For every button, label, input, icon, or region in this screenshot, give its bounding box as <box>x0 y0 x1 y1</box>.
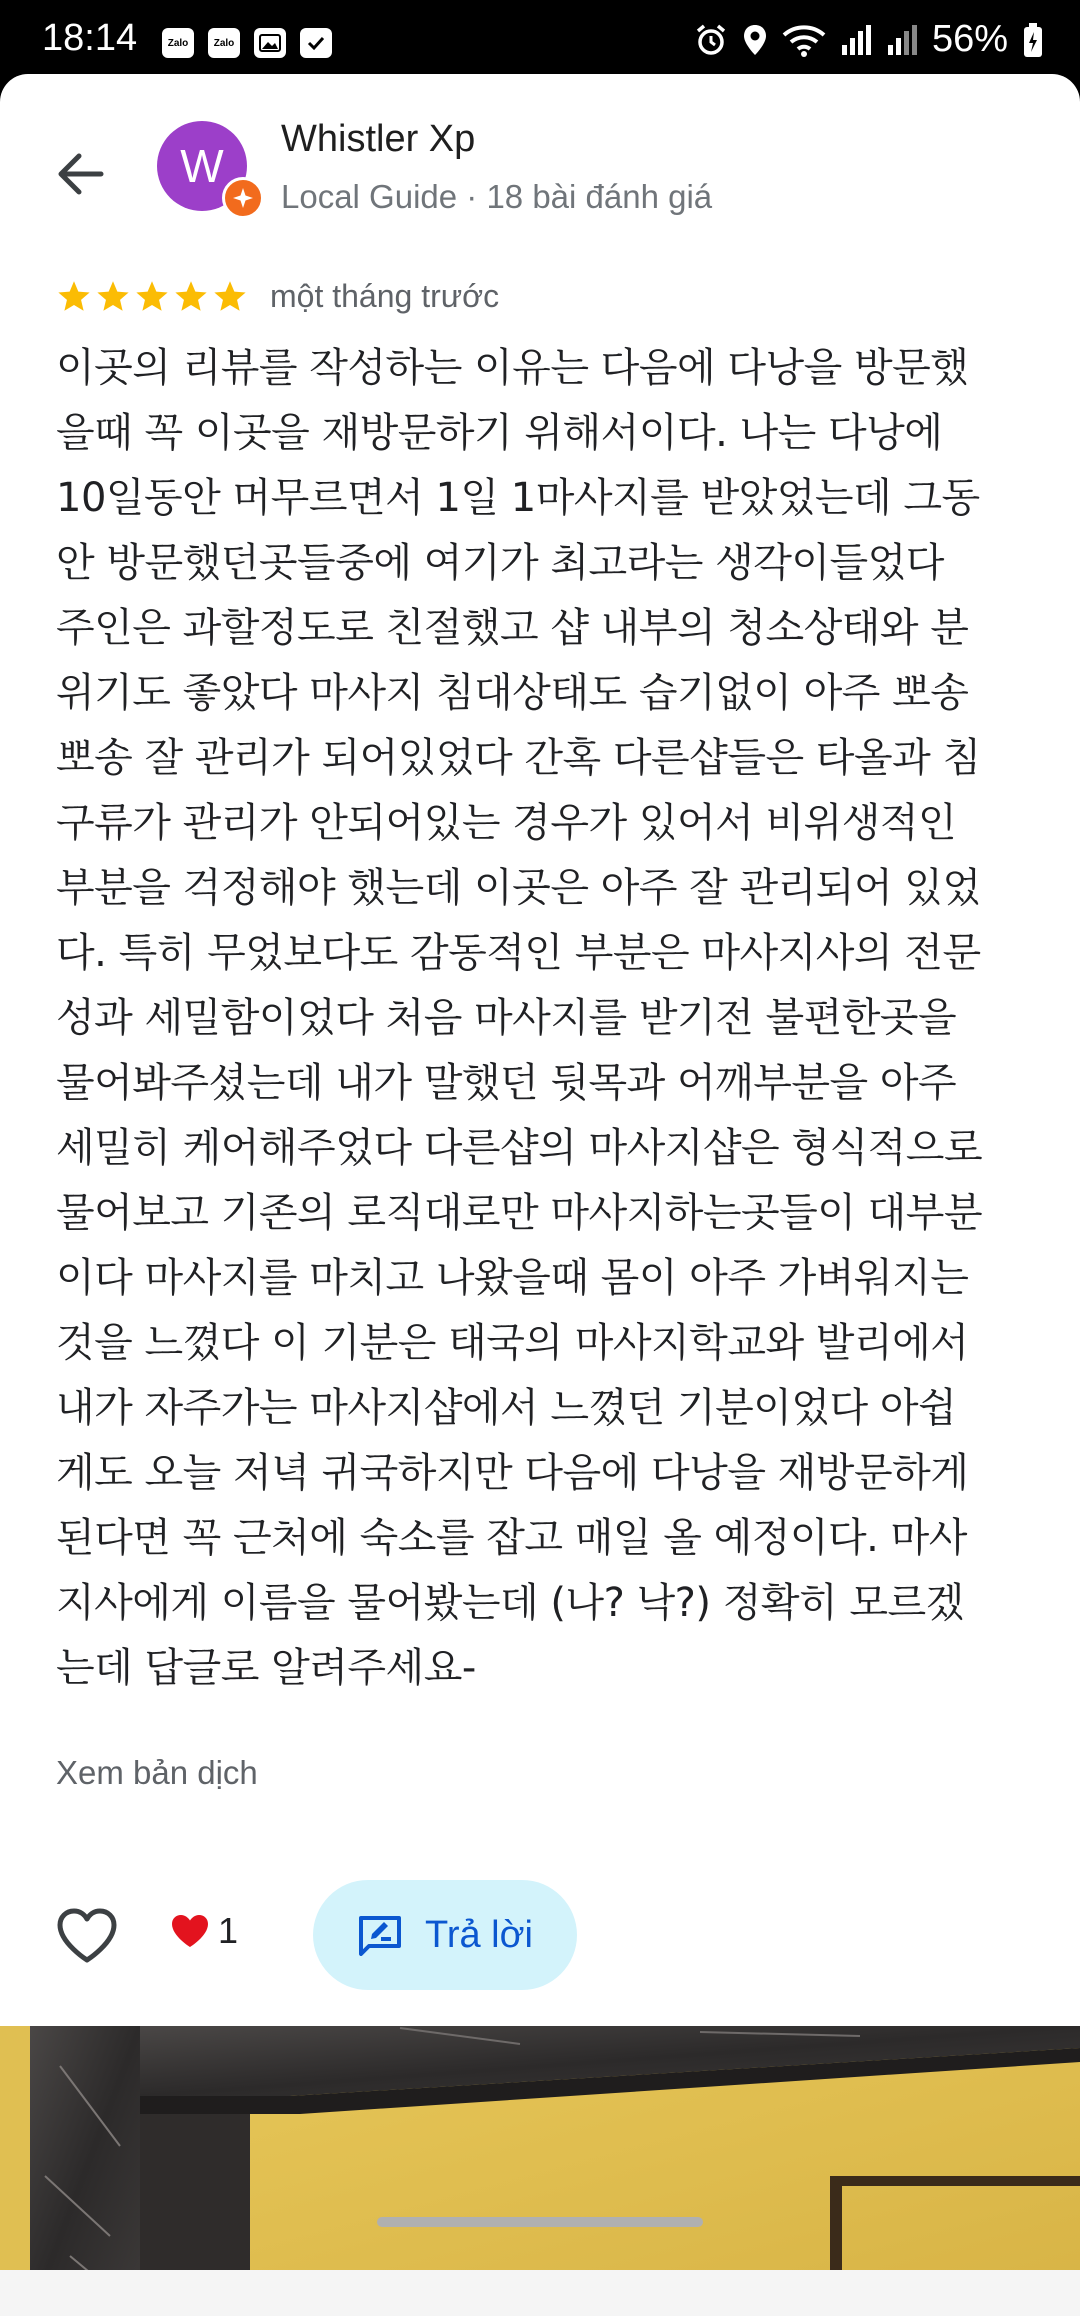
check-icon <box>300 28 332 58</box>
review-actions <box>56 1880 1036 1990</box>
gesture-handle[interactable] <box>377 2217 703 2227</box>
review-time: một tháng trước <box>270 278 500 314</box>
back-button[interactable] <box>48 142 112 206</box>
zalo-icon: Zalo <box>162 28 194 58</box>
signal-icon <box>840 23 872 57</box>
reply-button[interactable] <box>313 1880 577 1990</box>
reply-edit-icon <box>357 1914 403 1956</box>
avatar[interactable]: W <box>157 121 247 211</box>
star-rating <box>56 279 248 315</box>
star-icon <box>212 279 248 315</box>
status-bar <box>0 0 1080 74</box>
alarm-icon <box>694 23 728 57</box>
star-icon <box>56 279 92 315</box>
navigation-bar <box>0 2270 1080 2316</box>
zalo-icon: Zalo <box>208 28 240 58</box>
review-sheet <box>0 74 1080 2316</box>
star-icon <box>95 279 131 315</box>
system-status <box>694 18 1044 61</box>
translate-link[interactable]: Xem bản dịch <box>56 1754 258 1791</box>
status-time: 18:14 <box>42 17 138 59</box>
arrow-back-icon <box>55 151 105 197</box>
signal-icon <box>886 23 918 57</box>
heart-icon <box>170 1913 210 1949</box>
reaction-summary[interactable] <box>170 1910 238 1952</box>
local-guide-badge-icon <box>222 177 264 219</box>
wifi-icon <box>782 23 826 57</box>
user-name[interactable]: Whistler Xp <box>281 118 476 160</box>
user-meta: Local Guide · 18 bài đánh giá <box>281 178 713 215</box>
review-text: 이곳의 리뷰를 작성하는 이유는 다음에 다낭을 방문했 을때 꼭 이곳을 재방문하기 위해서이다. 나는 다낭에 10일동안 머무르면서 1일 1마사지를 받았었는데 그동 안 방문했던곳들중에 여기가 최고라는 생각이들었다 주인은 과할정도로 친절했고 샵 내부의 청소상태와 분 위기도 좋았다 마사지 침대상태도 습기없이 아주 뽀송 뽀송 잘 관리가 되어있었다 간혹 다른샵들은 타올과 침 구류가 관리가 안되어있는 경우가 있어서 비위생적인 부분을 걱정해야 했는데 이곳은 아주 잘 관리되어 있었 다. 특히 무었보다도 감동적인 부분은 마사지사의 전문 성과 세밀함이었다 처음 마사지를 받기전 불편한곳을 물어봐주셨는데 내가 말했던 뒷목과 어깨부분을 아주 세밀히 케어해주었다 다른샵의 마사지샵은 형식적으로 물어보고 기존의 로직대로만 마사지하는곳들이 대부분 이다 마사지를 마치고 나왔을때 몸이 아주 가벼워지는 것을 느꼈다 이 기분은 태국의 마사지학교와 발리에서 내가 자주가는 마사지샵에서 느꼈던 기분이었다 아쉽 게도 오늘 저녁 귀국하지만 다음에 다낭을 재방문하게 된다면 꼭 근처에 숙소를 잡고 매일 올 예정이다. 마사 지사에게 이름을 물어봤는데 (나? 낙?) 정확히 모르겠 는데 답글로 알려주세요- <box>56 345 983 1691</box>
rating-row <box>56 278 499 315</box>
battery-percent: 56% <box>931 18 1008 60</box>
star-icon <box>134 279 170 315</box>
heart-outline-icon <box>56 1908 118 1964</box>
notification-icons <box>162 28 332 58</box>
star-icon <box>173 279 209 315</box>
reply-label: Trả lời <box>425 1913 533 1956</box>
gallery-icon <box>254 28 286 58</box>
location-icon <box>742 23 768 57</box>
like-button[interactable] <box>56 1908 118 1964</box>
reaction-count: 1 <box>218 1910 239 1951</box>
battery-icon <box>1022 22 1044 58</box>
